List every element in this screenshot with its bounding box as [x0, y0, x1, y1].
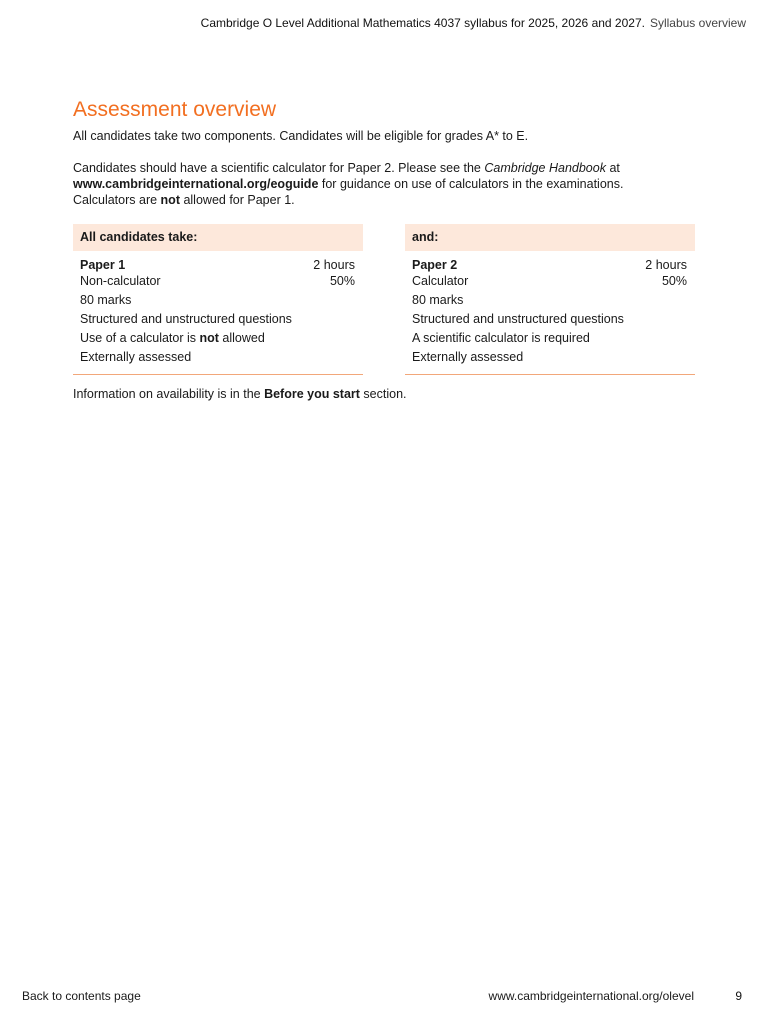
running-header	[201, 16, 746, 30]
page-number: 9	[735, 989, 742, 1003]
paper-calculator-rule: A scientific calculator is required	[412, 331, 590, 345]
intro2-text-2: at	[605, 161, 620, 175]
paper-duration: 2 hours	[313, 258, 355, 272]
page-heading: Assessment overview	[73, 98, 277, 121]
paper-questions: Structured and unstructured questions	[412, 312, 624, 326]
paper-weight: 50%	[329, 274, 355, 288]
intro-paragraph-2	[73, 160, 695, 208]
paper-type: Non-calculator	[80, 274, 161, 288]
component-column-paper-2	[405, 224, 695, 375]
paper-weight: 50%	[661, 274, 687, 288]
paper-type: Calculator	[412, 274, 469, 288]
intro2-text-3: for guidance on use of calculators in the examinations.	[318, 177, 624, 191]
paper-assessment: Externally assessed	[412, 350, 524, 364]
before-you-start-ref: Before you start	[264, 387, 360, 401]
header-title: Cambridge O Level Additional Mathematics 4037 syllabus for 2025, 2026 and 2027.	[200, 16, 645, 30]
paper-calculator-rule: Use of a calculator is not allowed	[80, 331, 265, 345]
paper-questions: Structured and unstructured questions	[80, 312, 292, 326]
column-header: and:	[405, 224, 695, 251]
intro-paragraph-1: All candidates take two components. Candidates will be eligible for grades A* to E.	[73, 129, 529, 143]
main-content	[73, 96, 695, 401]
column-body	[405, 251, 695, 374]
paper-duration: 2 hours	[645, 258, 687, 272]
paper-assessment: Externally assessed	[80, 350, 192, 364]
paper-marks: 80 marks	[80, 293, 132, 307]
footer-url-link[interactable]: www.cambridgeinternational.org/olevel	[488, 989, 694, 1003]
paper-marks: 80 marks	[412, 293, 464, 307]
component-column-paper-1	[73, 224, 363, 375]
intro2-text-1: Candidates should have a scientific calculator for Paper 2. Please see the	[73, 161, 485, 175]
header-section: Syllabus overview	[649, 16, 746, 30]
column-body	[73, 251, 363, 374]
intro2-text-4: Calculators are	[73, 193, 161, 207]
eoguide-link[interactable]: www.cambridgeinternational.org/eoguide	[73, 177, 319, 191]
column-header: All candidates take:	[73, 224, 363, 251]
paper-title: Paper 2	[412, 258, 458, 272]
paper-title: Paper 1	[80, 258, 126, 272]
handbook-title: Cambridge Handbook	[484, 161, 606, 175]
intro2-text-5: allowed for Paper 1.	[179, 193, 295, 207]
back-to-contents-link[interactable]: Back to contents page	[22, 989, 141, 1003]
intro2-not: not	[160, 193, 180, 207]
availability-note: Information on availability is in the Before you start section.	[73, 387, 407, 401]
